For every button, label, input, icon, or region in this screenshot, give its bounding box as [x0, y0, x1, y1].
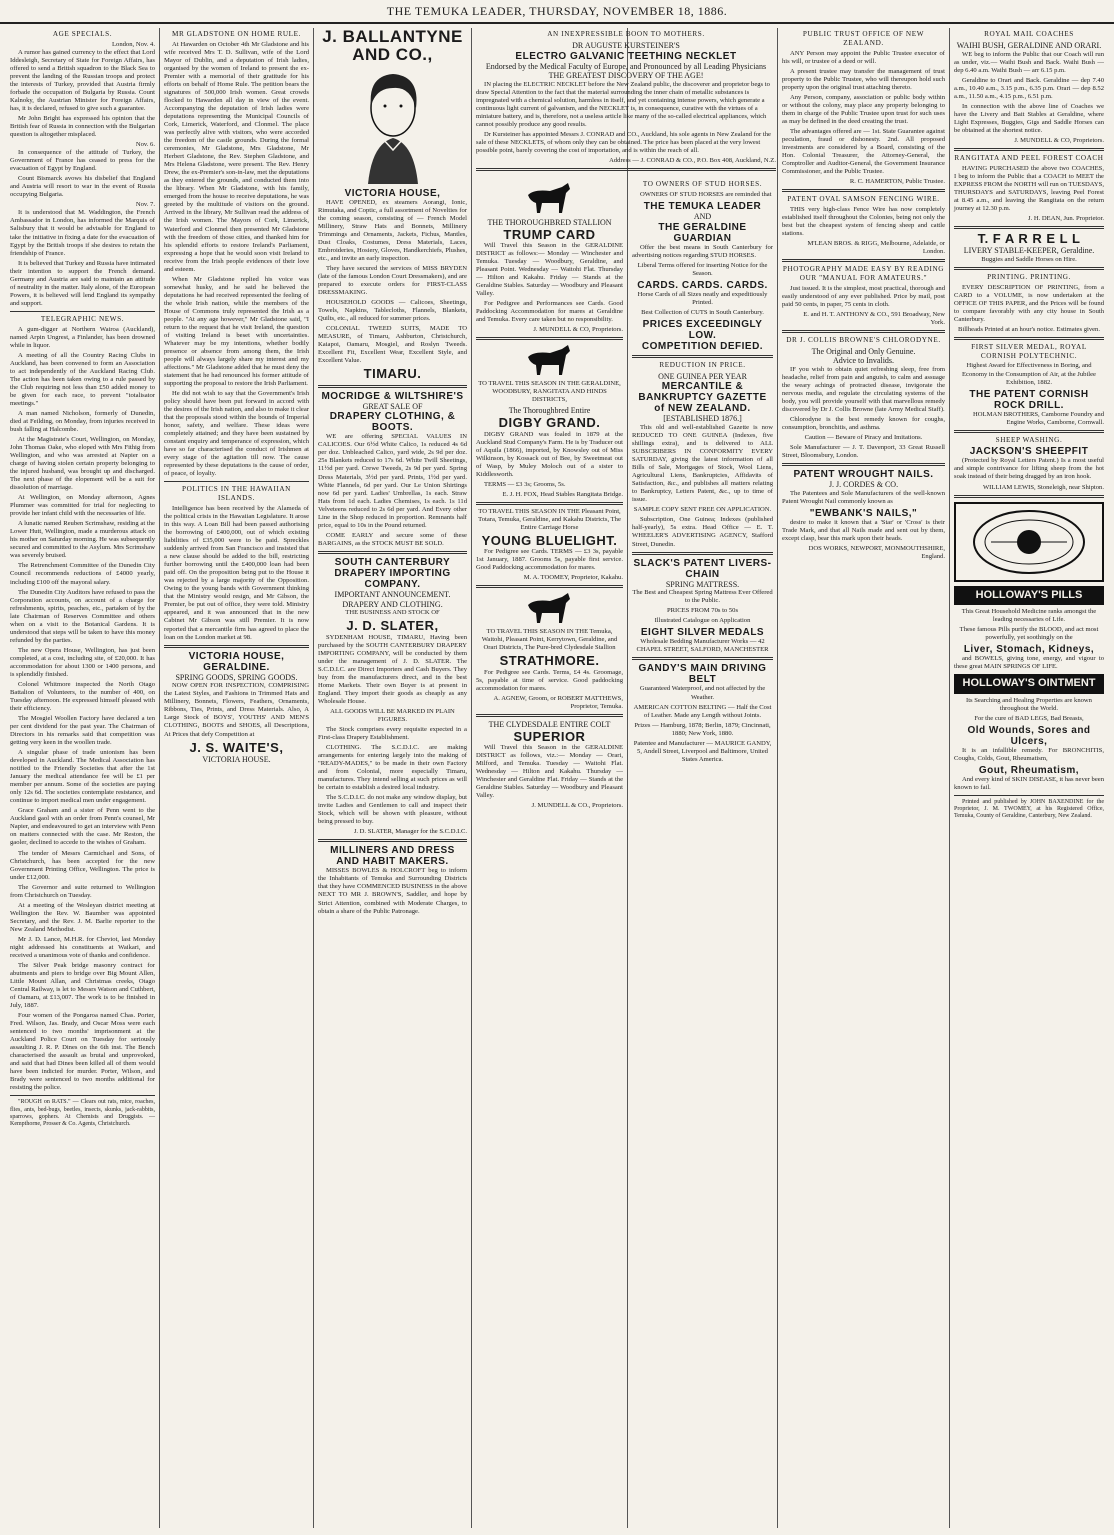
divider	[164, 481, 309, 482]
paper-name: THE GERALDINE GUARDIAN	[658, 221, 747, 244]
ad-body: desire to make it known that a 'Star' or 'Cross' is their Trade Mark, and that all Nails made and sent out by them, except clasp, bear this mark upon their heads.	[782, 519, 945, 543]
ad-name: J. D. SLATER,	[346, 618, 439, 634]
ad-subheading: WAIHI BUSH, GERALDINE AND ORARI.	[956, 40, 1102, 50]
section-title: POLITICS IN THE HAWAIIAN ISLANDS.	[182, 485, 291, 503]
ad-town: TIMARU.	[363, 366, 422, 382]
ad-body: The S.C.D.I.C. do not make any window display, but invite Ladies and Gentlemen to call and inspect their Stock, which will be shown with pleasure, without being pressed to buy.	[318, 794, 467, 826]
dateline: London, Nov. 4.	[112, 40, 155, 48]
holloway-emblem	[954, 502, 1104, 582]
article-paragraph: It is understood that M. Waddington, the French Ambassador in London, has informed the Marquis of Salisbury that it would be advisable for England to take the initiative in fixing a date for the evacuation of Egypt by the British troops if she desires to retain the friendship of France.	[10, 209, 155, 257]
divider	[318, 839, 467, 842]
section-title: TELEGRAPHIC NEWS.	[40, 314, 125, 323]
section-title: PRINTING. PRINTING.	[987, 272, 1071, 281]
masthead: THE TEMUKA LEADER, THURSDAY, NOVEMBER 18, 1886.	[0, 0, 1114, 24]
ad-body: Caution — Beware of Piracy and Imitations.	[804, 434, 923, 442]
divider	[782, 259, 945, 262]
divider	[318, 385, 467, 388]
article-paragraph: A singular phase of trade unionism has been developed in Auckland. The Medical Association has notified to the Friendly Societies that after the 1st January the medical attendance fee will be £1 per member per annum. Some of the societies are paying only 12s 6d. The societies contemplate resistance, and continue to import medical men under engagement.	[10, 749, 155, 805]
ad-banner: HOLLOWAY'S OINTMENT	[954, 674, 1104, 693]
ad-signature: J. MUNDELL & CO, Proprietors.	[533, 326, 623, 334]
ad-heading: Liver, Stomach, Kidneys,	[963, 644, 1095, 656]
ad-body: TO TRAVEL THIS SEASON IN THE GERALDINE, WOODBURY, RANGITATA AND HINDS DISTRICTS,	[478, 380, 621, 404]
ad-body: Sole Manufacturer — J. T. Davenport, 33 Great Russell Street, Bloomsbury, London.	[782, 444, 945, 460]
article-paragraph: A rumor has gained currency to the effect that Lord Iddesleigh, Secretary of State for Foreign Affairs, has offered to send a British squadron to the Black Sea to prevent the landing of the Russian troops and protect the interests of Turkey, provided that Austria firmly forbade the occupation of Bulgaria by Russia. Count Kalnoky, the Austrian Minister for Foreign Affairs, has, it is declared, refused to give such a guarantee.	[10, 48, 155, 113]
ad-body: The Stock comprises every requisite expected in a First-class Drapery Establishment.	[318, 725, 467, 741]
ad-heading: COMPETITION DEFIED.	[641, 340, 764, 352]
article-paragraph: Mr John Bright has expressed his opinion that the British fear of Russia in connection with the Bulgarian question is altogether misplaced.	[10, 115, 155, 139]
column-7	[950, 28, 1108, 1528]
horse-name: SUPERIOR	[513, 728, 586, 744]
ad-body: COLONIAL TWEED SUITS, MADE TO MEASURE, of Timaru, Ashburton, Christchurch, Kaiapoi, Oamaru, Mosgiel, and Roslyn Tweeds. Excellent Fit, Excellent Wear, Excellent Style, and Excellent Value.	[318, 325, 467, 365]
ad-body: WE beg to inform the Public that our Coach will run as under, viz.— Waihi Bush and Back. Waihi Bush — dep 6.40 a.m. Waihi Bush — arr 6.15 p.m.	[954, 50, 1104, 74]
ad-body: Wholesale Bedding Manufacturer Works — 42 CHAPEL STREET, SALFORD, MANCHESTER	[636, 638, 769, 654]
ad-body: PRICES FROM 70s to 50s	[666, 607, 739, 615]
ad-subheading: [ESTABLISHED 1876.]	[663, 414, 742, 424]
ad-house: VICTORIA HOUSE,	[344, 187, 441, 199]
ad-heading: MERCANTILE & BANKRUPTCY GAZETTE of NEW ZEALAND.	[638, 381, 767, 415]
section-title: REDUCTION IN PRICE.	[659, 360, 746, 369]
article-paragraph: Colonel Whitmore inspected the North Otago Battalion of Volunteers, to the number of 400, on Tuesday afternoon. He expressed himself pleased with their efficiency.	[10, 680, 155, 712]
ad-heading: Gout, Rheumatism,	[978, 764, 1080, 776]
ad-signature: E. and H. T. ANTHONY & CO., 591 Broadway, New York.	[803, 310, 945, 326]
article-paragraph: At the Magistrate's Court, Wellington, on Monday, John Thomas Oake, who eloped with Mrs Fithig from Wellington, and who was arrested at Napier on a charge of having stolen certain property belonging to the injured husband, was brought up and discharged. The next phase of the elopement will be a suit for dissolution of marriage.	[10, 435, 155, 492]
dateline: Nov. 6.	[135, 141, 155, 149]
ad-body: and BOWELS, giving tone, energy, and vigour to these great MAIN SPRINGS OF LIFE.	[954, 655, 1104, 671]
horse-name: STRATHMORE.	[499, 653, 600, 669]
ad-firm: MOCRIDGE & WILTSHIRE'S	[321, 390, 464, 402]
divider	[954, 337, 1104, 340]
ad-signature: R. C. HAMERTON, Public Trustee.	[849, 178, 945, 186]
ad-body: For Pedigree see Cards. Terms, £4 4s. Groomage, 5s, payable at time of service. Good paddocking accommodation for mares.	[476, 668, 623, 692]
divider	[476, 337, 623, 340]
section-title: PUBLIC TRUST OFFICE OF NEW ZEALAND.	[802, 30, 925, 47]
ad-subheading: THE CLYDESDALE ENTIRE COLT	[488, 719, 611, 729]
ad-body: TERMS — £3 3s; Grooms, 5s.	[484, 480, 566, 488]
article-paragraph: A gum-digger at Northern Wairoa (Auckland), named Arpin Ungrest, a Finlander, has been drowned while in liquor.	[10, 325, 155, 349]
ad-heading: PRICES EXCEEDINGLY LOW.	[642, 318, 763, 341]
ad-body: Prizes — Hamburg, 1878; Berlin, 1879; Cincinnati, 1880; New York, 1880.	[634, 721, 771, 737]
ad-body: Will Travel this Season in the GERALDINE DISTRICT as follows, viz.:— Monday — Orari, Milford, and Temuka. Tuesday — Waitohi Flat. Wednesday — Hilton and Kakahu. Thursday — Winchester and Geraldine Flat. Friday — Stands at the Geraldine Stables. Saturday — Woodbury and Pleasant Valley.	[476, 743, 623, 800]
article-paragraph: Grace Graham and a sister of Penn went to the Auckland gaol with an order from Penn's counsel, Mr Napier, and endeavoured to get an interview with Penn on matters connected with the case. Mr Reston, the gaoler, declined to accede to the wishes of Graham.	[10, 807, 155, 847]
article-paragraph: The Retrenchment Committee of the Dunedin City Council recommends reductions of £4000 yearly, including £100 off the mayoral salary.	[10, 562, 155, 586]
article-paragraph: A man named Nicholson, formerly of Dunedin, died at Feilding, on Monday, from injuries received in bush falling at Halcombe.	[10, 409, 155, 433]
ad-subheading: Endorsed by the Medical Faculty of Europe, and Pronounced by all Leading Physicians	[485, 61, 767, 71]
divider	[954, 148, 1104, 151]
ad-subheading: LIVERY STABLE-KEEPER, Geraldine.	[963, 246, 1095, 256]
ad-body: For the cure of BAD LEGS, Bad Breasts,	[974, 714, 1084, 722]
ad-subheading: J. J. CORDES & CO.	[828, 480, 899, 490]
divider	[632, 355, 773, 358]
ad-heading: THE PATENT CORNISH ROCK DRILL.	[969, 388, 1089, 411]
column-2	[160, 28, 314, 1528]
ad-signature: A. AGNEW, Groom, or ROBERT MATTHEWS, Proprietor, Temuka.	[493, 694, 623, 710]
ad-body: This Great Household Medicine ranks amongst the leading necessaries of Life.	[961, 607, 1097, 623]
section-title: PATENT OVAL SAMSON FENCING WIRE.	[787, 195, 940, 204]
ad-name: J. S. WAITE'S,	[189, 739, 284, 755]
ad-body: These famous Pills purify the BLOOD, and act most powerfully, yet soothingly on the	[959, 626, 1099, 642]
ad-body: The Best and Cheapest Spring Mattress Ever Offered to the Public.	[632, 589, 773, 605]
ad-body: TO TRAVEL THIS SEASON IN THE Temuka, Waitohi, Pleasant Point, Kerrytown, Geraldine, and Orari Districts, The Pure-bred Clydesdale Stallion	[481, 628, 618, 652]
article-paragraph: At Wellington, on Monday afternoon, Agnes Plummer was committed for trial for neglecting to provide her infant child with the necessaries of life.	[10, 494, 155, 518]
ad-body: THE BUSINESS AND STOCK OF	[345, 609, 440, 617]
ad-signature: J. MUNDELL & CO, Proprietors.	[1014, 136, 1104, 144]
ad-subheading: AND	[693, 211, 712, 221]
divider	[954, 267, 1104, 270]
ad-subheading: THE THOROUGHBRED STALLION	[487, 218, 612, 227]
ad-firm-big: DRAPERY CLOTHING, & BOOTS.	[329, 411, 456, 434]
article-paragraph: He did not wish to say that the Government's Irish policy should have been put forward in accord with the desires of the Irish nation, and also to make it clear that the proposals stood within the bounds of Imperial honor, safety, and welfare. These ideas were completely attained; and they have been sustained by constant enquiry and temperance of expression, which have so far characterised the conduct of Irishmen at every stage of the agitation till now. The cause represented by these deputations is the cause of order, of peace, of loyalty.	[164, 390, 309, 478]
ad-subheading: IMPORTANT ANNOUNCEMENT.	[334, 589, 451, 599]
ad-banner: HOLLOWAY'S PILLS	[954, 586, 1104, 605]
article-paragraph: At a meeting of the Wesleyan district meeting at Wellington the Rev. W. Baumber was appointed Secretary, and the Rev. J. M. Barlie reporter to the New Zealand Methodist.	[10, 901, 155, 933]
ad-body: WE are offering SPECIAL VALUES IN CALICOES. Our 6½d White Calico, 1s reduced 4s 6d per doz. Unbleached Calico, yard wide, 2s 9d per doz. 25s Blankets reduced to 17s 6d. White Twill Sheetings, 11½d per yard. Crewe Tweeds, 2s 9d per yard. Spring Dress Materials, 3½d per yard. Prints, 1½d per yard. White Flannels, 6d per yard. Our Le Union Shirtings now 6d per yard. Ladies' Umbrellas, 1s each. Straw Hats from 1d each. Ladies Chemises, 1s each. 1s 11d Velveteens reduced to 2s 6d per yard. And Every other Line in the Shop reduced in proportion. Remnants half price, equal to 10s in the Pound returned.	[318, 433, 467, 529]
article-paragraph: The tender of Messrs Carmichael and Sons, of Christchurch, has been accepted for the new Government Printing Office, Wellington. The price is under £12,000.	[10, 849, 155, 881]
ad-body: Best Collection of CUTS in South Canterbury.	[641, 308, 764, 316]
ad-body: For Pedigree and Performances see Cards. Good Paddocking Accommodation for mares at Geraldine and Temuka. Every care taken but no responsibility.	[476, 300, 623, 324]
article-paragraph: The Governor and suite returned to Wellington from Christchurch on Tuesday.	[10, 883, 155, 899]
ad-body: Buggies and Saddle Horses on Hire.	[981, 255, 1077, 263]
ad-body: Horse Cards of all Sizes neatly and expeditiously Printed.	[637, 290, 768, 306]
article-paragraph: The Dunedin City Auditors have refused to pass the Corporation accounts, on account of a charge for refreshments, spirits, peaches, etc., partaken of by the late Chairman of Reserves Committee and others when on a visit to the Botanical Gardens. It is understood that steps will be taken to have this money refunded by the parties.	[10, 588, 155, 644]
ad-heading: GANDY'S MAIN DRIVING BELT	[638, 663, 767, 686]
product-name: ELECTRO GALVANIC TEETHING NECKLET	[515, 50, 737, 62]
ad-brand: J. BALLANTYNE	[322, 28, 463, 46]
section-title: TO OWNERS OF STUD HORSES.	[642, 180, 763, 188]
ad-signature: Address — J. CONRAD & CO., P.O. Box 408, Auckland, N.Z.	[609, 157, 776, 165]
ad-heading: JACKSON'S SHEEPFIT	[969, 446, 1089, 458]
ad-body: They have secured the services of MISS BRYDEN (late of the famous London Court Dressmakers), and are prepared to execute orders for FIRST-CLASS DRESSMAKING.	[318, 264, 467, 297]
ad-body: HAVE OPENED, ex steamers Aorangi, Ionic, Rimutaka, and Coptic, a full assortment of Novelties for the coming season, consisting of — French Model Millinery, Straw Hats and Bonnets, Millinery Trimmings and Ornaments, Jackets, Fichus, Mantles, Dust Cloaks, Costumes, Dress Materials, Laces, Embroideries, Hosiery, Gloves, Handkerchiefs, Plushes, etc., and invite an early inspection.	[318, 198, 467, 262]
ad-signature: J. D. SLATER, Manager for the S.C.D.I.C.	[353, 828, 467, 836]
divider	[954, 795, 1104, 796]
article-paragraph: The Mosgiel Woollen Factory have declared a ten per cent dividend for the past year. The Chairman of Directors in his remarks said that competition was getting very keen in the woollen trade.	[10, 715, 155, 747]
divider	[954, 430, 1104, 433]
article-paragraph: A lunatic named Reuben Scrimshaw, residing at the Lower Hutt, Wellington, made a murderous attack on his mother on Saturday morning. He was subsequently secured and committed to the Asylum. Mrs Scrimshaw was severely bruised.	[10, 520, 155, 560]
ad-body: Patentee and Manufacturer — MAURICE GANDY, 5, Andell Street, Liverpool and Baltimore, United States America.	[633, 739, 772, 763]
ad-body: MISSES BOWLES & HOLCROFT beg to inform the Inhabitants of Temuka and Surrounding Districts that they have COMMENCED BUSINESS in the above NEXT TO MR J. BROWN'S, Saddler, and hope by Strict Attention, combined with Moderate Charges, to obtain a share of the Public Patronage.	[318, 867, 467, 915]
section-title: FIRST SILVER MEDAL, ROYAL CORNISH POLYTECHNIC.	[971, 342, 1087, 360]
advertisement: "ROUGH on RATS." — Clears out rats, mice, roaches, flies, ants, bed-bugs, beetles, insects, skunks, jack-rabbits, sparrows, gophers. At Chemists and Druggists. — Kempthorne, Prosser & Co. Agents, Christchurch.	[10, 1099, 155, 1128]
ad-heading: EIGHT SILVER MEDALS	[640, 627, 765, 639]
ad-heading: "EWBANK'S NAILS,"	[809, 508, 918, 520]
ad-body: Billheads Printed at an hour's notice. Estimates given.	[957, 325, 1100, 333]
horse-name: YOUNG BLUELIGHT.	[481, 532, 618, 548]
section-title: RANGITATA AND PEEL FOREST COACH	[954, 153, 1104, 162]
ad-heading: T. F A R R E L L	[977, 230, 1081, 246]
divider	[476, 585, 623, 588]
ad-subheading: SPRING MATTRESS.	[665, 579, 740, 589]
ad-heading: SLACK'S PATENT LIVERS-CHAIN	[633, 557, 772, 580]
ad-body: COME EARLY and secure some of these BARGAINS, as the STOCK MUST BE SOLD.	[318, 531, 467, 547]
divider	[476, 168, 776, 171]
ad-subheading: GREAT SALE OF	[362, 401, 423, 411]
article-paragraph: It is believed that Turkey and Russia have intimated their intention to support the French demand. Germany and Austria are said to maintain an attitude of neutrality in the matter. Italy alone, of the European Powers, it is believed will lend England its sympathy and support.	[10, 259, 155, 307]
ad-body: In connection with the above line of Coaches we have the Livery and Bait Stables at Geraldine, where Light Expresses, Buggies, Gigs and Saddle Horses can be obtained at the shortest notice.	[954, 102, 1104, 134]
ad-subheading: DRAPERY AND CLOTHING.	[342, 599, 443, 609]
column-1	[6, 28, 160, 1528]
ad-firm: SOUTH CANTERBURY DRAPERY IMPORTING COMPANY.	[334, 556, 451, 590]
article-paragraph: At Hawarden on October 4th Mr Gladstone and his wife received Mrs T. D. Sullivan, wife of the Lord Mayor of Dublin, and a deputation of Irish ladies, organised by the women of Ireland to present the ex-Premier with a memorial of their gratitude for his efforts on behalf of Home Rule. The petition bears the signatures of 500,000 Irish women. Great crowds flocked to Hawarden all day in view of the event. Accompanying the deputation of Irish ladies were deputations representing the Municipal Councils of Cork, Limerick, Waterford, and Clonmel. The place was perfectly alive with visitors, who were accorded the freedom of the castle grounds. During the formal ceremonies, Mr Gladstone, Mrs Gladstone, Mr Herbert Gladstone, the Rev. Stephen Gladstone, and Mrs Helena Gladstone, were present. The Rev. Henry Drew, the ex-Premier's son-in-law, met the deputations as they entered the grounds, and conducted them into the library. When Mr Gladstone, with his family, emerged from the house to receive deputations, he was greeted by the multitude of visitors on the ground. Arrived in the library, Mr Sullivan read the address of the Irish women. The Mayors of Cork, Limerick, Waterford and Clonmel then presented Mr Gladstone with the freedom of those cities, and thanked him for his splendid efforts to restore Ireland's Parliament, expressing a hope that he would soon visit Ireland to receive from the Irish people evidences of their love and esteem.	[164, 40, 309, 273]
ad-subheading: SPRING GOODS, SPRING GOODS.	[175, 672, 298, 682]
imprint: Printed and published by JOHN BAXENDINE for the Proprietor, J. M. TWOMEY, at his Registered Office, Temuka, County of Geraldine, Canterbury, New Zealand.	[954, 798, 1104, 820]
section-title: DR J. COLLIS BROWNE'S CHLORODYNE.	[786, 335, 941, 344]
ad-body: And every kind of SKIN DISEASE, it has never been known to fail.	[954, 775, 1104, 791]
article-paragraph: Count Bismarck avows his disbelief that England and Austria will resort to war in the event of Russia occupying Bulgaria.	[10, 175, 155, 199]
ad-heading: Old Wounds, Sores and Ulcers,	[967, 724, 1091, 747]
ad-signature: J. MUNDELL & CO., Proprietors.	[531, 802, 623, 810]
column-3	[314, 28, 472, 1528]
ad-body: It is an infallible remedy. For BRONCHITIS, Coughs, Colds, Gout, Rheumatism,	[954, 746, 1104, 762]
ad-signature: HOLMAN BROTHERS, Camborne Foundry and Engine Works, Camborne, Cornwall.	[973, 410, 1104, 426]
ad-title: AN INEXPRESSIBLE BOON TO MOTHERS.	[547, 30, 705, 38]
ad-subheading: DR AUGUSTE KURSTEINER'S	[572, 40, 680, 50]
divider	[782, 189, 945, 192]
ad-body: A present trustee may transfer the management of trust property to the Public Trustee, who will thereupon hold such property upon the original trust attaching thereto.	[782, 67, 945, 91]
ad-signature: M'LEAN BROS. & RIGG, Melbourne, Adelaide, or London.	[807, 239, 945, 255]
section-title: AGE SPECIALS.	[52, 30, 113, 38]
ad-body: (Protected by Royal Letters Patent.) Is a most useful and simple contrivance for lifting sheep from the hot soak instead of their being dragged by an iron hook.	[954, 457, 1104, 481]
dateline: Nov. 7.	[135, 201, 155, 209]
divider	[318, 551, 467, 554]
ad-body: Dr Kursteiner has appointed Messrs J. CONRAD and CO., Auckland, his sole agents in New Zealand for the sale of these NECKLETS, of whom only they can be obtained. The price has been placed at the very lowest possible point, barely covering the cost of importation, and is within the reach of all.	[476, 131, 771, 155]
ad-body: SAMPLE COPY SENT FREE ON APPLICATION.	[633, 506, 772, 514]
divider	[782, 463, 945, 466]
ad-subheading: ONE GUINEA PER YEAR	[658, 371, 747, 381]
divider	[476, 714, 623, 717]
ad-body: TO TRAVEL THIS SEASON IN THE Pleasant Point, Totara, Temuka, Geraldine, and Kakahu Districts, The Entire Carriage Horse	[478, 507, 621, 531]
article-paragraph: Intelligence has been received by the Alameda of the political crisis in the Hawaiian Legislature. It arose in this way. A Loan Bill had been passed authorising the borrowing of £400,000, out of which existing liabilities of £35,000 were to be paid. Spreckles suddenly arrived from San Francisco and insisted that a new clause should be added to the bill, restricting further borrowing until the £400,000 loan had been paid off. On the proposition being put to the House it was rejected by a large majority of the Opposition. Owing to the young bands with Government thinking that the Ministry would resign, and Mr Gibson, the Premier, be put out of office, they were told. Ministry appeared, and it was announced that in the new Cabinet Mr Gibson was still Premier. It is now reported that a mercantile firm has agreed to place the loan on the London market at 98.	[164, 505, 309, 641]
article-paragraph: Mr J. D. Lance, M.H.R. for Cheviot, last Monday night addressed his constituents at Waikari, and received a unanimous vote of thanks and confidence.	[10, 935, 155, 959]
horse-name: TRUMP CARD	[503, 226, 596, 242]
divider	[954, 495, 1104, 498]
article-paragraph: When Mr Gladstone replied his voice was somewhat husky, and he said he believed the deputations he had received represented the feeling of the whole Irish nation, while the members of the House of Commons truly represented the Irish as a people. "At any age however," Mr Gladstone said, "I return to the request that he visit Ireland, the question of visiting Ireland is beset with uncertainties. Whatever may be my intentions, whether bodily presence or absence from among them, the Irish people will always largely share my interest and my affections." Mr Gladstone added that he must deny the statement that he had renounced his former attitude of supporting the proposal to restore the Irish Parliament.	[164, 275, 309, 388]
ad-subheading: Advice to Invalids.	[832, 356, 895, 366]
ad-body: This old and well-established Gazette is now REDUCED TO ONE GUINEA (Indexes, five shillings extra), and is delivered to ALL SUBSCRIBERS IN CONFORMITY EVERY SATURDAY, giving the latest information of all Bills of Sale, Mortgages of Stock, Wool Liens, Agricultural Liens, Bankruptcies, Affidavits of Satisfaction, &c., and publishes all matters relating to Bankruptcy, Letters Patent, &c., up to time of issue.	[632, 424, 773, 504]
ad-body: Chlorodyne is the best remedy known for coughs, consumption, bronchitis, and asthma.	[782, 416, 945, 432]
article-paragraph: A meeting of all the Country Racing Clubs in Auckland, has been convened to form an Association to act independently of the Auckland Racing Club. The action has been taken owing to a rule passed by the Club requiring not less than £50 added money to be given for each race, to prevent "totalisator meetings."	[10, 351, 155, 407]
ad-heading: MILLINERS AND DRESS AND HABIT MAKERS.	[330, 845, 455, 868]
lady-portrait-icon	[338, 66, 448, 186]
ad-heading: VICTORIA HOUSE, GERALDINE.	[188, 650, 285, 673]
ad-subheading: The Thoroughbred Entire	[508, 406, 591, 416]
ad-signature: J. H. DEAN, Jun. Proprietor.	[1027, 214, 1104, 222]
ad-body: The Patentees and Sole Manufacturers of the well-known Patent Wrought Nail commonly known as	[782, 490, 945, 506]
ad-body: Illustrated Catalogue on Application	[654, 617, 751, 625]
divider	[10, 311, 155, 312]
ad-body: IF you wish to obtain quiet refreshing sleep, free from headache, relief from pain and anguish, to calm and assuage the weary achings of protracted disease, invigorate the nervous media, and regulate the circulating systems of the body, you will provide yourself with that marvellous remedy discovered by Dr J. Collis Browne (late Army Medical Staff).	[782, 366, 945, 414]
ad-body: HOUSEHOLD GOODS — Calicoes, Sheetings, Towels, Napkins, Tablecloths, Flannels, Blankets, Quilts, etc., all reduced for summer prices.	[318, 299, 467, 323]
horse-icon	[520, 181, 580, 215]
section-title: ROYAL MAIL COACHES	[984, 30, 1074, 38]
ad-body: Any Person, company, association or public body within or without the colony, may place any property belonging to them in charge of the Public Trustee upon trust for such uses as may be defined in the deed creating the trust.	[782, 93, 945, 125]
article-paragraph: In consequence of the attitude of Turkey, the Government of France has ceased to press for the evacuation of Egypt by England.	[10, 149, 155, 173]
horse-icon	[520, 591, 580, 625]
ad-body: Just issued. It is the simplest, most practical, thorough and easily understood of any ever published. Price by mail, post paid 50 cents, in paper, 75 cents in cloth.	[782, 284, 945, 308]
article-paragraph: The new Opera House, Wellington, has just been completed, at a cost, including site, of £20,000. It has accommodation for about 1300 or 1400 persons, and is splendidly finished.	[10, 646, 155, 678]
ad-body: IN placing the ELECTRIC NECKLET before the New Zealand public, the discoverer and proprietor begs to draw Special Attention to the fact that the material surrounding the inner chain of metallic substances is impregnated with a chemical solution, harmless in itself, and yet containing intense powers, which generate a continuous light current of galvanism, and the NECKLET is, in consequence, curative with the virtues of a miniature battery, and is, therefore, not a useless article like many of the so-called electrical appliances, which cannot possibly produce any good results.	[476, 81, 770, 129]
ad-subheading: The Original and Only Genuine.	[811, 346, 916, 356]
ad-brand-sub: AND CO.,	[352, 44, 433, 64]
ad-body: SYDENHAM HOUSE, TIMARU, Having been purchased by the SOUTH CANTERBURY DRAPERY IMPORTING COMPANY, will be conducted by them under the management of J. D. SLATER. The S.C.D.I.C. are Direct Importers and Cash Buyers. They buy from the manufacturers direct, and in the best Home Markets. Their own Buyer is at present in England. They import their goods as cheaply as any Wholesale House.	[318, 633, 467, 705]
article-paragraph: The Silver Peak bridge masonry contract for abutments and piers to bridge over Big Mount Allen, Little Mount Allan, and Christmas creeks, Otago Central Railway, is let to Messrs Watson and Cuthbert, of Oamaru, at £13,007. The work is to be finished in July, 1887.	[10, 961, 155, 1010]
ad-signature: DOS WORKS, NEWPORT, MONMOUTHSHIRE, England.	[808, 545, 945, 561]
section-title: MR GLADSTONE ON HOME RULE.	[171, 30, 302, 38]
ad-footer: VICTORIA HOUSE.	[202, 754, 271, 764]
seal-icon	[969, 507, 1089, 577]
ad-tagline: THE GREATEST DISCOVERY OF THE AGE!	[548, 71, 704, 81]
ad-body: OWNERS OF STUD HORSES are reminded that	[640, 190, 772, 198]
divider	[954, 226, 1104, 229]
ad-body: EVERY DESCRIPTION OF PRINTING, from a CARD to a VOLUME, is now undertaken at the OFFICE OF THIS PAPER, and the Prices will be found to compare favorably with any city house in South Canterbury.	[954, 283, 1104, 323]
ad-signature: WILLIAM LEWIS, Stoneleigh, near Shipton.	[982, 483, 1104, 491]
ad-signature: E. J. H. FOX, Head Stables Rangitata Bridge.	[502, 490, 623, 498]
section-title: SHEEP WASHING.	[995, 435, 1063, 444]
divider	[782, 330, 945, 333]
ad-body: NOW OPEN FOR INSPECTION, COMPRISING the Latest Styles, and Fashions in Trimmed Hats and Millinery, Bonnets, Flowers, Feathers, Ornaments, Ribbons, Ties, Prints, and Dress Materials. Also, A Large Stock of BOYS', YOUTHS' AND MEN'S CLOTHING, BOOTS and SHOES, all Descriptions, At Prices that defy Competition at	[164, 682, 309, 738]
ad-body: Subscription, One Guinea; Indexes (published half-yearly), 5s extra. Head Office — E. T. WHEELER'S ADVERTISING AGENCY, Stafford Street, Dunedin.	[632, 516, 773, 548]
ad-body: For Pedigree see Cards. TERMS — £3 3s, payable 1st January, 1887. Grooms 5s, payable first service. Good Paddocking accommodation for mares.	[476, 548, 623, 572]
divider	[632, 657, 773, 660]
horse-name: DIGBY GRAND.	[498, 415, 601, 431]
divider	[164, 645, 309, 648]
paper-name: THE TEMUKA LEADER	[643, 200, 762, 212]
ad-body: AMERICAN COTTON BELTING — Half the Cost of Leather. Made any Length without Joints.	[633, 703, 772, 719]
divider	[10, 1095, 155, 1096]
divider	[476, 502, 623, 505]
ad-body: ALL GOODS WILL BE MARKED IN PLAIN FIGURES.	[330, 707, 455, 723]
ad-body: The advantages offered are — 1st. State Guarantee against peculation, fraud or dishonesty. 2nd. All proposed investments are considered by a Board, consisting of the Hon. Colonial Treasurer, the Attorney-General, the Comptroller and Auditor-General, the Government Insurance Commissioner, and the Public Trustee.	[782, 127, 945, 175]
ad-body: Its Searching and Healing Properties are known throughout the World.	[966, 696, 1092, 712]
ad-body: Highest Award for Effectiveness in Boring, and Economy in the Consumption of Air, at the Jubilee Exhibition, 1882.	[962, 362, 1096, 386]
ad-body: Will Travel this Season in the GERALDINE DISTRICT as follows:— Monday — Winchester and Temuka. Tuesday — Woodbury, Geraldine, and Pleasant Point. Wednesday — Waitohi Flat. Thursday — Hilton and Kakahu. Friday — Stands at the Geraldine Stables. Saturday — Woodbury and Pleasant Valley.	[476, 242, 623, 298]
ad-body: DIGBY GRAND was foaled in 1879 at the Auckland Stud Company's Farm. He is by Traducer out of Aquila (1866), imported, by Knowsley out of Miss Wilkinson, by Kossack out of Bee, by Sweetmeat out of Wasp, by Muley Moloch out of a sister to Kiddlesworth.	[476, 430, 623, 478]
column-5	[628, 28, 778, 1528]
ad-body: THIS very high-class Fence Wire has now completely established itself throughout the Colonies, being not only the best but the cheapest system of fencing sheep and cattle stations.	[782, 205, 945, 237]
ad-body: Geraldine to Orari and Back. Geraldine — dep 7.40 a.m., 10.40 a.m., 3.15 p.m., 6.35 p.m. Orari — dep 8.52 a.m., 11.50 a.m., 4.15 p.m., 6.51 p.m.	[954, 76, 1104, 100]
column-6	[778, 28, 950, 1528]
ad-body: ANY Person may appoint the Public Trustee executor of his will, or trustee of a deed or will.	[782, 49, 945, 65]
ad-signature: M. A. TOOMEY, Proprietor, Kakahu.	[523, 574, 623, 582]
ad-body: HAVING PURCHASED the above two COACHES, I beg to inform the Public that a COACH to MEET the EXPRESS FROM the NORTH will run on TUESDAYS, THURSDAYS and SATURDAYS, leaving Peel Forest at 8.45 a.m., and leaving the Rangitata on the return journey at 12.30 p.m.	[954, 164, 1104, 212]
teething-necklet-ad	[472, 28, 780, 174]
ad-heading: CARDS. CARDS. CARDS.	[637, 279, 768, 291]
ad-body: CLOTHING. The S.C.D.I.C. are making arrangements for entering largely into the making of "READY-MADES," to be made in their own Factory and from Colonial, more especially Timaru, manufactures. They intend selling at such prices as will be certain to establish a desired local industry.	[318, 744, 467, 792]
article-paragraph: Four women of the Pongaroa named Chas. Porter, Fred. Wilson, Jas. Brady, and Oscar Moss were each sentenced to two months' imprisonment at the Auckland Police Court on Tuesday for seriously assaulting J. R. P. Dines on the 6th inst. The Bench characterised the assault as brutal and unprovoked, and said that had Dines been killed all of them would have been indicted for murder. Porter, Wilson, and Brady were sentenced to two months additional for resisting the police.	[10, 1012, 155, 1092]
horse-icon	[520, 343, 580, 377]
newspaper-columns	[6, 28, 1108, 1528]
column-4	[472, 28, 628, 1528]
divider	[632, 552, 773, 555]
ad-body: Offer the best means in South Canterbury for advertising notices regarding STUD HORSES.	[632, 243, 773, 259]
section-title: PHOTOGRAPHY MADE EASY BY READING OUR "MANUAL FOR AMATEURS."	[782, 265, 945, 282]
ad-body: Guaranteed Waterproof, and not affected by the Weather.	[639, 685, 766, 701]
ad-heading: PATENT WROUGHT NAILS.	[793, 469, 934, 481]
ad-body: Liberal Terms offered for inserting Notice for the Season.	[637, 261, 768, 277]
